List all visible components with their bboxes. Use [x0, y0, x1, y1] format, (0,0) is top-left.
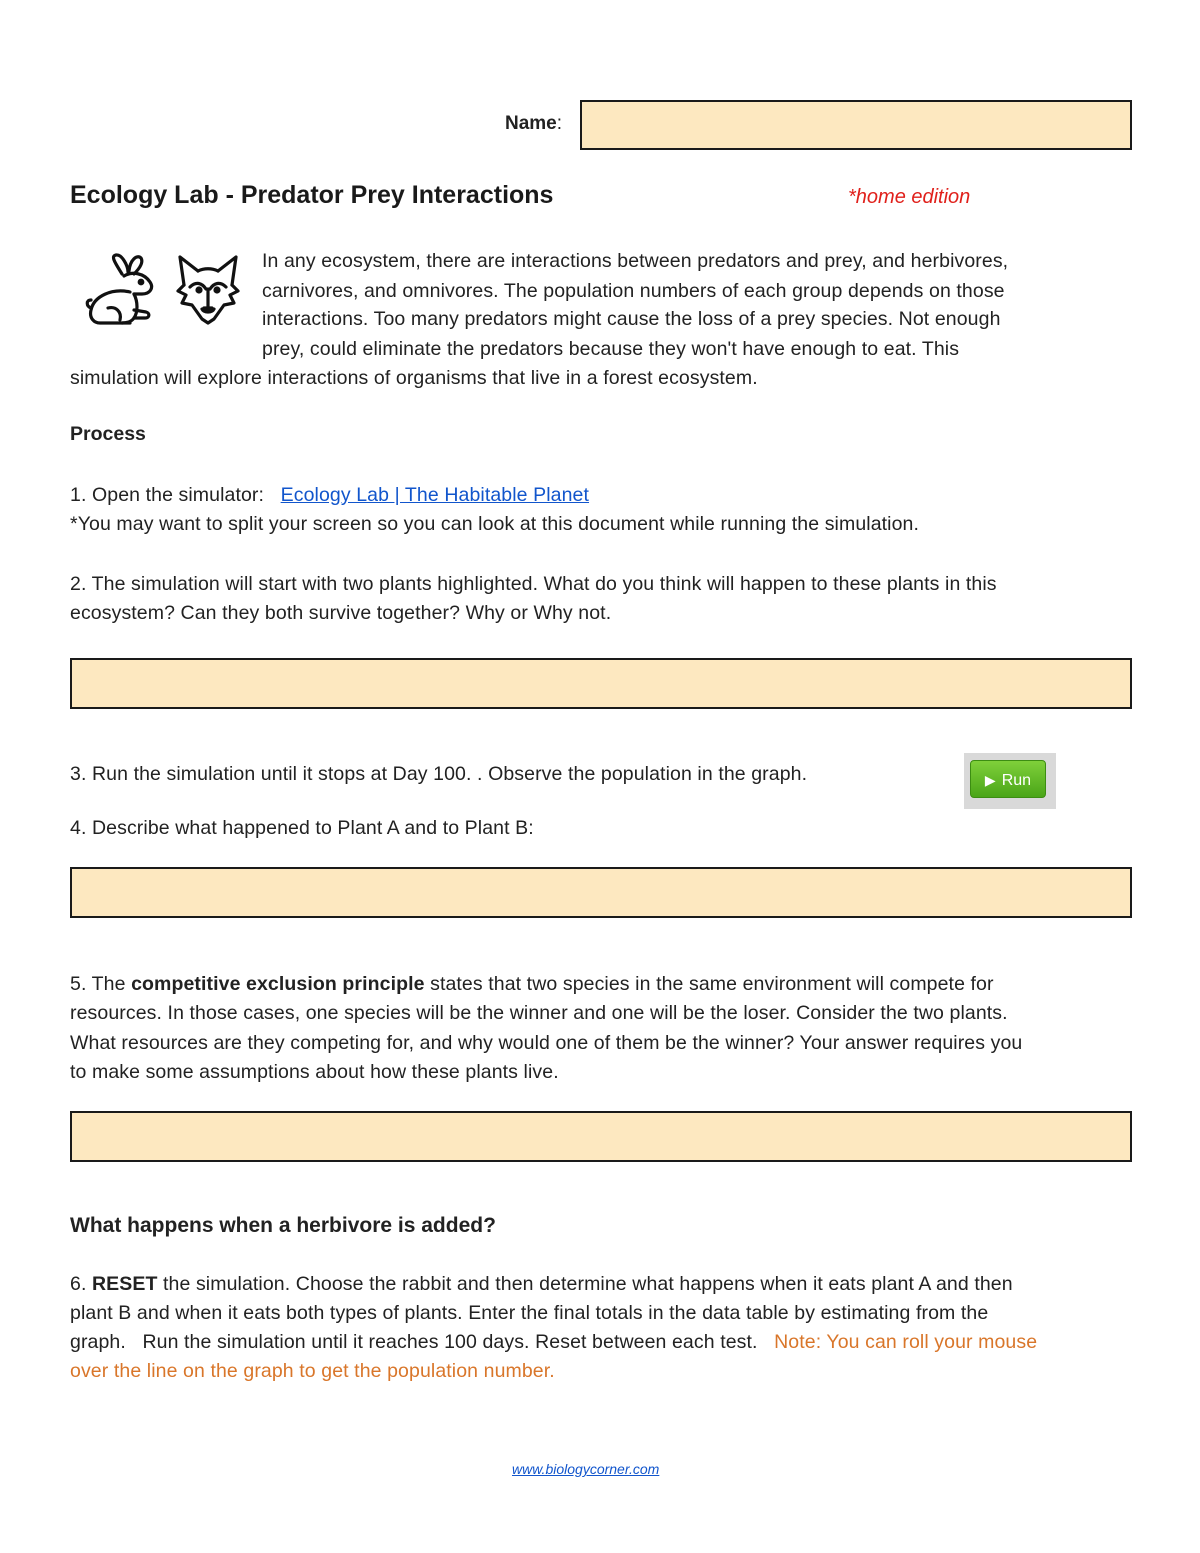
reset-term: RESET — [91, 1273, 158, 1295]
intro-line: carnivores, and omnivores. The population numbers of each group depends on those — [262, 279, 1005, 302]
step6-note: Note: You can roll your mouse — [774, 1331, 1038, 1353]
intro-line: interactions. Too many predators might cause the loss of a prey species. Not enough — [262, 308, 1001, 330]
process-heading: Process — [70, 423, 146, 445]
herbivore-heading: What happens when a herbivore is added? — [70, 1214, 496, 1237]
play-icon: ▶ — [984, 772, 996, 788]
step1-note: *You may want to split your screen so you can look at this document while running the simulation. — [70, 513, 920, 535]
step5-answer-box[interactable] — [70, 1111, 1132, 1162]
step2-answer-box[interactable] — [70, 658, 1132, 709]
step2-line: 2. The simulation will start with two plants highlighted. What do you think will happen to these plants in this — [70, 573, 997, 595]
simulator-link[interactable]: Ecology Lab | The Habitable Planet — [280, 484, 590, 506]
intro-line: prey, could eliminate the predators because they won't have enough to eat. This — [262, 338, 960, 360]
rabbit-icon — [82, 252, 160, 328]
step5-line: 5. The competitive exclusion principle states that two species in the same environment will compete for — [70, 973, 994, 995]
step4-answer-box[interactable] — [70, 867, 1132, 918]
name-field[interactable] — [580, 100, 1132, 150]
name-label: Name: — [505, 113, 563, 134]
step1-text: 1. Open the simulator: Ecology Lab | The Habitable Planet — [70, 484, 590, 506]
intro-line: In any ecosystem, there are interactions between predators and prey, and herbivores, — [262, 250, 1009, 272]
step6-line: plant B and when it eats both types of plants. Enter the final totals in the data table by estimating from the — [70, 1302, 989, 1324]
wolf-icon — [176, 253, 240, 327]
run-button-screenshot — [964, 753, 1056, 809]
step5-line: to make some assumptions about how these plants live. — [70, 1061, 559, 1083]
step4-text: 4. Describe what happened to Plant A and to Plant B: — [70, 817, 534, 839]
page-title: Ecology Lab - Predator Prey Interactions — [70, 181, 554, 209]
step3-text: 3. Run the simulation until it stops at Day 100. . Observe the population in the graph. — [70, 763, 808, 785]
step2-line: ecosystem? Can they both survive together? Why or Why not. — [70, 602, 612, 624]
step6-line: graph. Run the simulation until it reaches 100 days. Reset between each test. Note: You can roll your mouse — [70, 1331, 1038, 1353]
step5-line: resources. In those cases, one species will be the winner and one will be the loser. Consider the two plants. — [70, 1002, 1008, 1024]
step6-line: 6. RESET the simulation. Choose the rabbit and then determine what happens when it eats plant A and then — [70, 1273, 1013, 1295]
run-button[interactable]: ▶ Run — [970, 760, 1046, 798]
step6-note: over the line on the graph to get the population number. — [70, 1360, 555, 1382]
footer-link[interactable]: www.biologycorner.com — [512, 1461, 660, 1477]
principle-term: competitive exclusion principle — [131, 973, 425, 995]
intro-line: simulation will explore interactions of organisms that live in a forest ecosystem. — [70, 367, 758, 389]
step5-line: What resources are they competing for, and why would one of them be the winner? Your answer requires you — [70, 1032, 1023, 1054]
edition-label: *home edition — [848, 186, 971, 208]
